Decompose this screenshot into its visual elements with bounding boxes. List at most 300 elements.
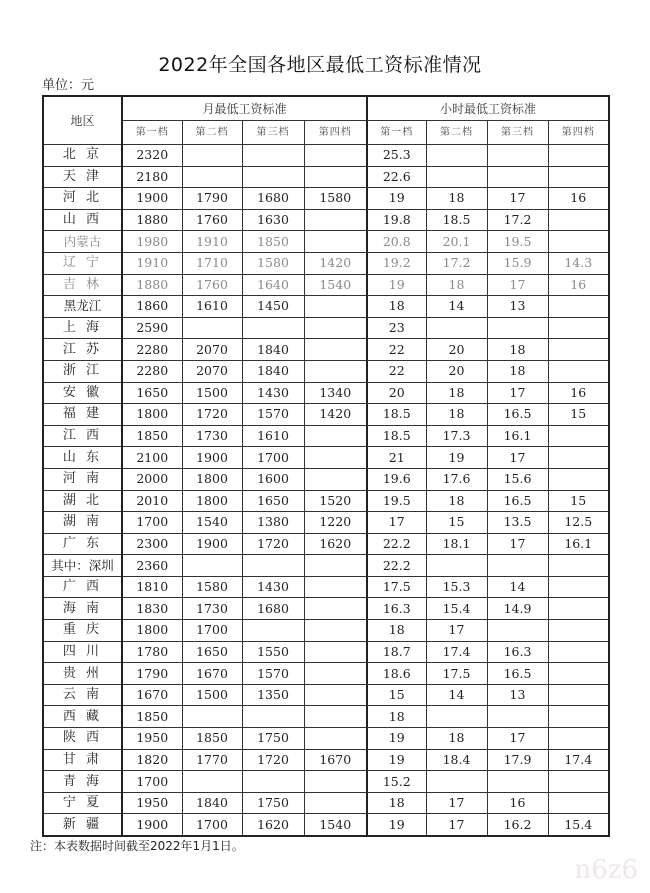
hourly-tier-3-cell: 13 [487,684,548,706]
hourly-tier-1-cell: 22 [367,360,426,382]
monthly-tier-3-cell: 1720 [242,533,304,555]
table-body [43,145,609,837]
table-row [43,382,609,404]
region-cell: 四 川 [43,641,122,663]
region-cell: 江 西 [43,425,122,447]
monthly-tier-1-cell: 2280 [122,360,182,382]
monthly-tier-4-cell: 1540 [304,274,367,296]
hourly-tier-4-cell [548,231,609,253]
monthly-tier-3-cell: 1720 [242,749,304,771]
hourly-tier-1-cell: 18.5 [367,404,426,426]
hourly-tier-1-cell: 19.2 [367,252,426,274]
footnote: 注：本表数据时间截至2022年1月1日。 [30,839,244,853]
hourly-tier-2-cell: 15.3 [426,576,487,598]
monthly-tier-4-cell [304,576,367,598]
monthly-tier-4-cell [304,706,367,728]
hourly-tier-1-cell: 18.7 [367,641,426,663]
table-row [43,749,609,771]
table-row [43,620,609,642]
monthly-tier-3-cell: 1600 [242,468,304,490]
hourly-tier-2-cell: 17 [426,792,487,814]
monthly-tier-1-cell: 1800 [122,404,182,426]
hourly-tier-4-cell [548,706,609,728]
monthly-tier-2-cell: 1730 [182,598,242,620]
monthly-tier-1-cell: 1850 [122,706,182,728]
hourly-tier-3-cell: 13 [487,296,548,318]
table-row [43,814,609,836]
minimum-wage-table [42,95,610,837]
monthly-tier-2-cell: 2070 [182,360,242,382]
hourly-tier-3-cell: 15.6 [487,468,548,490]
monthly-tier-1-cell: 1900 [122,814,182,836]
title-text: 2022年全国各地区最低工资标准情况 [158,54,482,76]
hourly-tier-1-cell: 20 [367,382,426,404]
hourly-tier-2-cell: 20 [426,339,487,361]
monthly-tier-2-cell: 1770 [182,749,242,771]
hourly-tier-1-cell: 18 [367,620,426,642]
monthly-tier-3-cell: 1570 [242,404,304,426]
monthly-tier-3-cell: 1750 [242,792,304,814]
monthly-tier-1-cell: 2280 [122,339,182,361]
hourly-tier-3-cell: 16.1 [487,425,548,447]
hourly-tier-4-header: 第四档 [548,121,609,145]
monthly-tier-4-cell: 1420 [304,252,367,274]
monthly-tier-1-cell: 1700 [122,512,182,534]
monthly-tier-3-cell: 1620 [242,814,304,836]
region-cell: 河 南 [43,468,122,490]
hourly-tier-1-cell: 18 [367,792,426,814]
monthly-tier-2-cell [182,771,242,793]
table-row [43,641,609,663]
hourly-tier-4-cell [548,620,609,642]
hourly-tier-2-cell [426,555,487,577]
monthly-tier-3-cell: 1680 [242,598,304,620]
monthly-tier-1-cell: 2360 [122,555,182,577]
hourly-tier-4-cell: 16 [548,188,609,210]
hourly-tier-3-cell [487,620,548,642]
monthly-tier-3-cell [242,771,304,793]
monthly-tier-2-cell: 1500 [182,684,242,706]
monthly-tier-1-cell: 2320 [122,145,182,167]
table-row [43,404,609,426]
monthly-tier-2-cell: 1800 [182,490,242,512]
monthly-tier-1-header: 第一档 [122,121,182,145]
monthly-tier-4-cell [304,684,367,706]
monthly-tier-4-cell [304,555,367,577]
hourly-tier-2-cell: 15.4 [426,598,487,620]
monthly-tier-1-cell: 2010 [122,490,182,512]
monthly-tier-2-cell: 1760 [182,209,242,231]
monthly-tier-2-cell: 1500 [182,382,242,404]
monthly-tier-2-cell: 1730 [182,425,242,447]
hourly-tier-2-cell: 15 [426,512,487,534]
hourly-tier-2-cell: 17.4 [426,641,487,663]
hourly-tier-4-cell: 16 [548,274,609,296]
region-cell: 北 京 [43,145,122,167]
hourly-tier-3-cell [487,145,548,167]
monthly-tier-3-cell: 1750 [242,728,304,750]
monthly-tier-1-cell: 1860 [122,296,182,318]
hourly-tier-1-cell: 18.5 [367,425,426,447]
region-cell: 海 南 [43,598,122,620]
hourly-tier-1-cell: 18.6 [367,663,426,685]
hourly-tier-3-header: 第三档 [487,121,548,145]
monthly-tier-2-cell: 1580 [182,576,242,598]
monthly-tier-3-cell [242,166,304,188]
monthly-tier-1-cell: 2180 [122,166,182,188]
hourly-tier-1-cell: 22.2 [367,533,426,555]
table-row [43,771,609,793]
monthly-tier-3-cell: 1640 [242,274,304,296]
monthly-tier-1-cell: 1780 [122,641,182,663]
monthly-tier-3-cell: 1430 [242,576,304,598]
hourly-tier-2-cell: 18.5 [426,209,487,231]
monthly-tier-2-cell: 1650 [182,641,242,663]
hourly-tier-4-cell: 15 [548,404,609,426]
hourly-tier-2-cell: 17.5 [426,663,487,685]
monthly-tier-3-cell: 1850 [242,231,304,253]
hourly-tier-3-cell: 16.3 [487,641,548,663]
hourly-tier-3-cell: 19.5 [487,231,548,253]
hourly-tier-1-cell: 18 [367,706,426,728]
watermark: n6z6 [574,855,638,885]
hourly-tier-2-cell [426,166,487,188]
hourly-tier-1-cell: 19 [367,728,426,750]
table-row [43,468,609,490]
table-row [43,145,609,167]
hourly-tier-4-cell [548,468,609,490]
hourly-tier-3-cell: 17.2 [487,209,548,231]
table-row [43,188,609,210]
monthly-tier-2-cell [182,166,242,188]
table-row [43,490,609,512]
monthly-tier-1-cell: 1950 [122,792,182,814]
table-row [43,576,609,598]
hourly-tier-4-cell [548,339,609,361]
hourly-tier-4-cell: 15.4 [548,814,609,836]
monthly-tier-2-cell: 1790 [182,188,242,210]
monthly-tier-1-cell: 1900 [122,188,182,210]
monthly-tier-3-cell: 1350 [242,684,304,706]
monthly-tier-3-cell [242,317,304,339]
monthly-tier-3-cell: 1650 [242,490,304,512]
monthly-tier-3-cell: 1630 [242,209,304,231]
monthly-tier-3-cell: 1380 [242,512,304,534]
monthly-tier-4-cell [304,360,367,382]
hourly-tier-2-cell: 17.6 [426,468,487,490]
monthly-tier-3-cell: 1700 [242,447,304,469]
monthly-tier-3-cell: 1840 [242,339,304,361]
monthly-tier-4-cell [304,166,367,188]
hourly-tier-2-cell [426,771,487,793]
hourly-tier-3-cell: 17 [487,533,548,555]
region-cell: 吉 林 [43,274,122,296]
monthly-tier-2-cell: 1850 [182,728,242,750]
hourly-tier-2-cell: 18 [426,404,487,426]
table-row [43,533,609,555]
table-row [43,555,609,577]
region-cell: 云 南 [43,684,122,706]
hourly-tier-2-cell: 20 [426,360,487,382]
hourly-tier-3-cell: 16.2 [487,814,548,836]
monthly-tier-4-cell [304,598,367,620]
hourly-tier-4-cell: 16.1 [548,533,609,555]
hourly-tier-1-cell: 22 [367,339,426,361]
monthly-tier-4-cell [304,339,367,361]
monthly-tier-1-cell: 1670 [122,684,182,706]
monthly-tier-4-cell [304,425,367,447]
hourly-tier-2-cell [426,145,487,167]
monthly-tier-4-cell: 1520 [304,490,367,512]
hourly-tier-3-cell: 18 [487,339,548,361]
region-cell: 甘 肃 [43,749,122,771]
monthly-tier-2-cell: 1800 [182,468,242,490]
hourly-tier-4-cell [548,576,609,598]
table-row [43,252,609,274]
hourly-tier-1-header: 第一档 [367,121,426,145]
monthly-tier-2-cell: 1700 [182,814,242,836]
monthly-tier-2-cell [182,145,242,167]
monthly-tier-2-cell [182,555,242,577]
table-row [43,706,609,728]
monthly-tier-3-cell: 1450 [242,296,304,318]
monthly-tier-1-cell: 1880 [122,274,182,296]
monthly-tier-4-cell: 1670 [304,749,367,771]
hourly-tier-4-cell [548,360,609,382]
monthly-tier-3-cell: 1610 [242,425,304,447]
monthly-tier-1-cell: 1950 [122,728,182,750]
table-row [43,209,609,231]
hourly-group-header: 小时最低工资标准 [367,96,609,121]
hourly-tier-4-cell: 12.5 [548,512,609,534]
hourly-tier-4-cell [548,728,609,750]
table-row [43,231,609,253]
monthly-tier-1-cell: 1800 [122,620,182,642]
monthly-tier-4-cell: 1540 [304,814,367,836]
monthly-tier-4-cell [304,771,367,793]
region-header: 地区 [43,96,122,145]
region-cell: 福 建 [43,404,122,426]
region-cell: 浙 江 [43,360,122,382]
hourly-tier-4-cell [548,447,609,469]
monthly-tier-4-header: 第四档 [304,121,367,145]
hourly-tier-3-cell: 13.5 [487,512,548,534]
hourly-tier-3-cell [487,555,548,577]
region-cell: 天 津 [43,166,122,188]
region-cell: 江 苏 [43,339,122,361]
monthly-group-header: 月最低工资标准 [122,96,367,121]
region-cell: 西 藏 [43,706,122,728]
hourly-tier-4-cell [548,771,609,793]
monthly-tier-1-cell: 1700 [122,771,182,793]
monthly-tier-1-cell: 1850 [122,425,182,447]
monthly-tier-2-cell: 1670 [182,663,242,685]
hourly-tier-2-cell: 19 [426,447,487,469]
hourly-tier-4-cell: 14.3 [548,252,609,274]
region-cell: 宁 夏 [43,792,122,814]
hourly-tier-4-cell: 16 [548,382,609,404]
table-row [43,663,609,685]
hourly-tier-1-cell: 17.5 [367,576,426,598]
hourly-tier-3-cell: 17 [487,728,548,750]
hourly-tier-3-cell [487,771,548,793]
hourly-tier-1-cell: 22.2 [367,555,426,577]
region-cell: 山 东 [43,447,122,469]
region-cell: 黑龙江 [43,296,122,318]
monthly-tier-3-cell: 1570 [242,663,304,685]
hourly-tier-2-cell: 14 [426,296,487,318]
region-cell: 重 庆 [43,620,122,642]
hourly-tier-1-cell: 22.6 [367,166,426,188]
region-cell: 山 西 [43,209,122,231]
table-row [43,512,609,534]
table-row [43,360,609,382]
monthly-tier-1-cell: 1810 [122,576,182,598]
monthly-tier-2-cell: 1700 [182,620,242,642]
hourly-tier-1-cell: 19.6 [367,468,426,490]
page-title [0,50,650,77]
hourly-tier-3-cell: 18 [487,360,548,382]
region-cell: 新 疆 [43,814,122,836]
monthly-tier-4-cell [304,145,367,167]
monthly-tier-2-cell: 2070 [182,339,242,361]
monthly-tier-2-cell [182,706,242,728]
region-cell: 安 徽 [43,382,122,404]
hourly-tier-2-cell: 18.1 [426,533,487,555]
unit-label: 单位：元 [42,78,95,93]
monthly-tier-3-cell [242,555,304,577]
monthly-tier-4-cell [304,296,367,318]
region-cell: 广 东 [43,533,122,555]
monthly-tier-4-cell [304,231,367,253]
region-cell: 广 西 [43,576,122,598]
hourly-tier-1-cell: 19 [367,814,426,836]
monthly-tier-1-cell: 2300 [122,533,182,555]
monthly-tier-2-cell: 1840 [182,792,242,814]
monthly-tier-3-cell: 1680 [242,188,304,210]
region-cell: 其中：深圳 [43,555,122,577]
monthly-tier-3-header: 第三档 [242,121,304,145]
monthly-tier-2-cell: 1900 [182,447,242,469]
hourly-tier-1-cell: 18 [367,296,426,318]
monthly-tier-2-cell: 1540 [182,512,242,534]
hourly-tier-2-cell: 17.3 [426,425,487,447]
table-row [43,296,609,318]
hourly-tier-1-cell: 20.8 [367,231,426,253]
hourly-tier-2-cell: 18 [426,728,487,750]
hourly-tier-4-cell: 17.4 [548,749,609,771]
monthly-tier-2-cell: 1910 [182,231,242,253]
table-row [43,684,609,706]
monthly-tier-1-cell: 2000 [122,468,182,490]
table-row [43,447,609,469]
monthly-tier-3-cell [242,620,304,642]
monthly-tier-3-cell: 1840 [242,360,304,382]
table-row [43,792,609,814]
monthly-tier-2-header: 第二档 [182,121,242,145]
hourly-tier-4-cell [548,209,609,231]
hourly-tier-1-cell: 15 [367,684,426,706]
hourly-tier-1-cell: 25.3 [367,145,426,167]
monthly-tier-3-cell [242,706,304,728]
hourly-tier-2-cell [426,706,487,728]
monthly-tier-4-cell [304,447,367,469]
hourly-tier-4-cell [548,792,609,814]
monthly-tier-1-cell: 1820 [122,749,182,771]
hourly-tier-3-cell: 15.9 [487,252,548,274]
hourly-tier-3-cell: 14 [487,576,548,598]
region-cell: 青 海 [43,771,122,793]
hourly-tier-3-cell: 17.9 [487,749,548,771]
region-cell: 上 海 [43,317,122,339]
hourly-tier-2-cell: 20.1 [426,231,487,253]
hourly-tier-2-cell: 18 [426,382,487,404]
monthly-tier-3-cell: 1550 [242,641,304,663]
hourly-tier-2-cell: 18 [426,274,487,296]
monthly-tier-4-cell [304,728,367,750]
table-row [43,339,609,361]
monthly-tier-4-cell: 1420 [304,404,367,426]
hourly-tier-3-cell: 16 [487,792,548,814]
monthly-tier-1-cell: 2590 [122,317,182,339]
hourly-tier-4-cell [548,425,609,447]
region-cell: 河 北 [43,188,122,210]
monthly-tier-2-cell: 1760 [182,274,242,296]
hourly-tier-4-cell [548,598,609,620]
hourly-tier-1-cell: 19.5 [367,490,426,512]
hourly-tier-4-cell: 15 [548,490,609,512]
hourly-tier-2-cell: 14 [426,684,487,706]
monthly-tier-4-cell [304,641,367,663]
hourly-tier-1-cell: 15.2 [367,771,426,793]
hourly-tier-4-cell [548,317,609,339]
monthly-tier-3-cell [242,145,304,167]
monthly-tier-1-cell: 1830 [122,598,182,620]
monthly-tier-4-cell: 1220 [304,512,367,534]
hourly-tier-1-cell: 19 [367,749,426,771]
hourly-tier-2-cell: 18 [426,188,487,210]
monthly-tier-3-cell: 1580 [242,252,304,274]
table-row [43,728,609,750]
hourly-tier-4-cell [548,684,609,706]
monthly-tier-1-cell: 1910 [122,252,182,274]
hourly-tier-4-cell [548,555,609,577]
hourly-tier-2-cell: 17.2 [426,252,487,274]
table-row [43,598,609,620]
hourly-tier-3-cell [487,166,548,188]
region-cell: 湖 北 [43,490,122,512]
table-row [43,274,609,296]
hourly-tier-3-cell: 17 [487,188,548,210]
hourly-tier-2-header: 第二档 [426,121,487,145]
hourly-tier-2-cell: 18 [426,490,487,512]
monthly-tier-2-cell: 1900 [182,533,242,555]
region-cell: 辽 宁 [43,252,122,274]
monthly-tier-4-cell [304,663,367,685]
hourly-tier-3-cell: 16.5 [487,404,548,426]
monthly-tier-2-cell: 1710 [182,252,242,274]
hourly-tier-1-cell: 21 [367,447,426,469]
hourly-tier-3-cell: 14.9 [487,598,548,620]
monthly-tier-1-cell: 1650 [122,382,182,404]
region-cell: 贵 州 [43,663,122,685]
hourly-tier-1-cell: 23 [367,317,426,339]
hourly-tier-4-cell [548,145,609,167]
monthly-tier-3-cell: 1430 [242,382,304,404]
hourly-tier-3-cell: 16.5 [487,490,548,512]
monthly-tier-4-cell [304,209,367,231]
region-cell: 内蒙古 [43,231,122,253]
